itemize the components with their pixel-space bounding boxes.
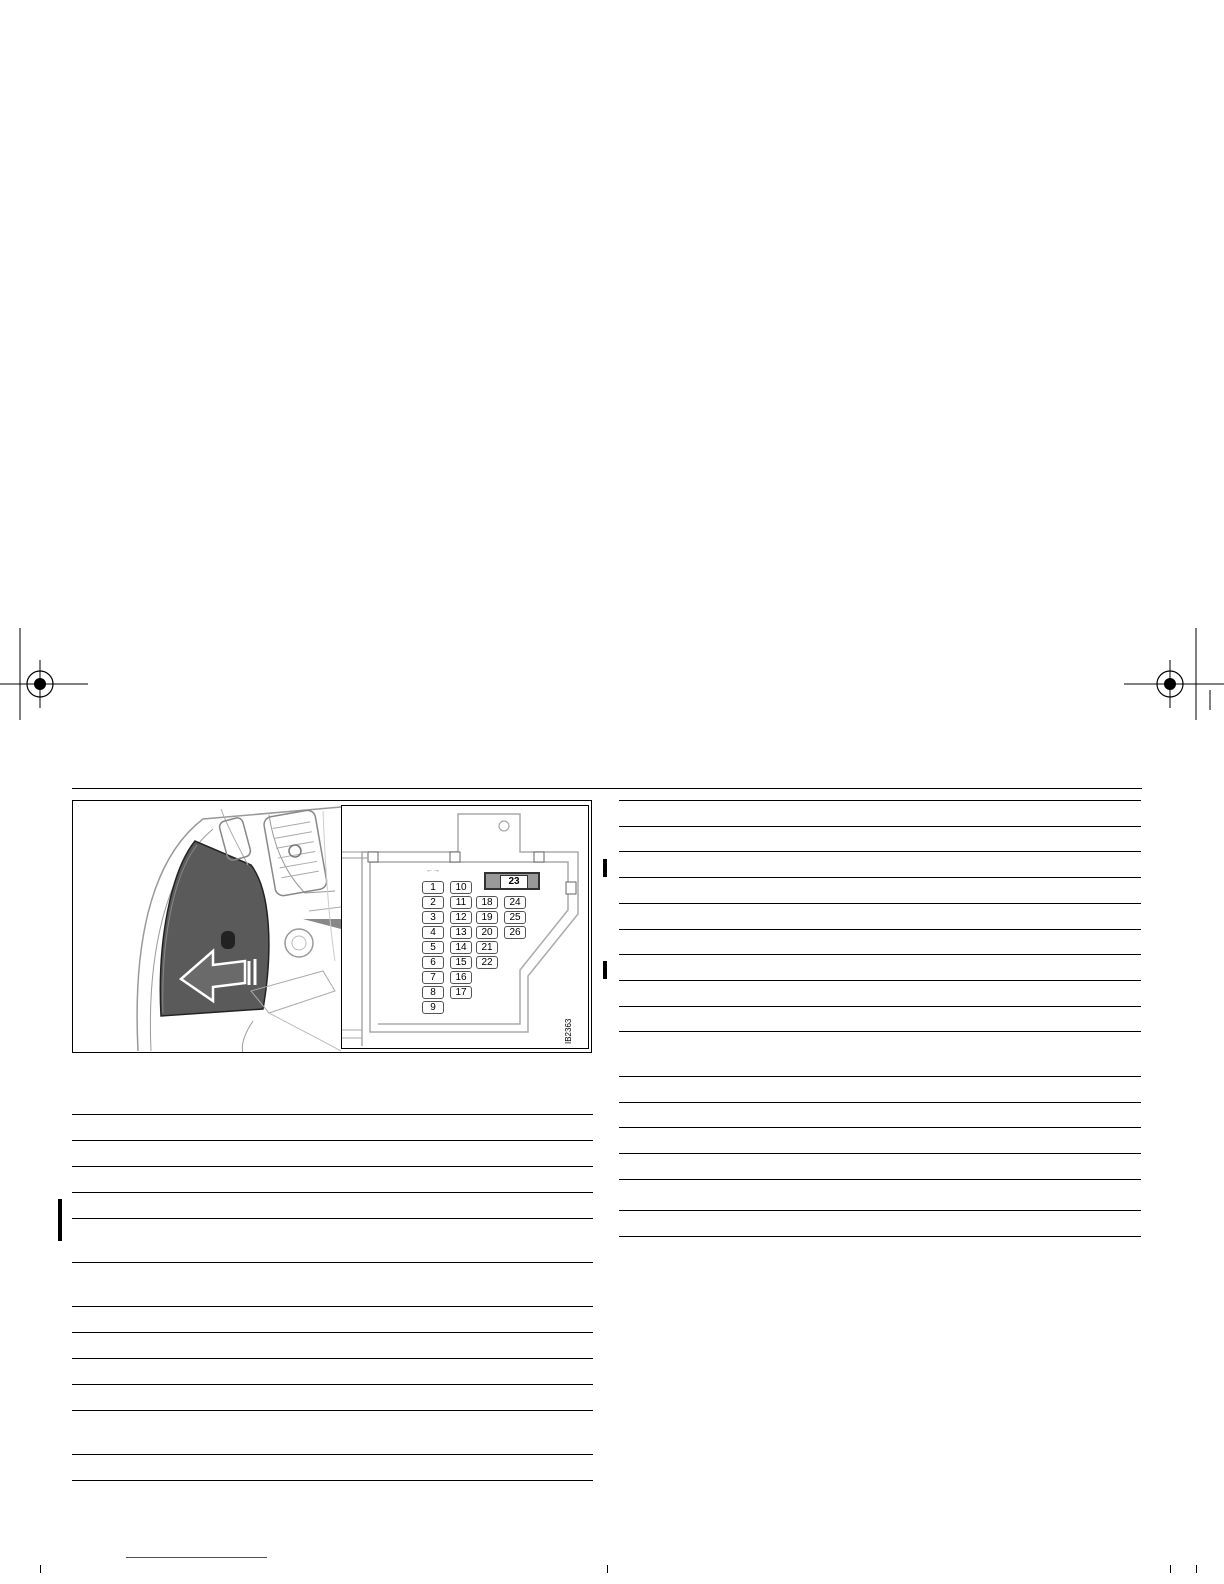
fuse-slot: 20 [476, 926, 498, 939]
table-rule [72, 1218, 593, 1219]
registration-mark-right [1124, 620, 1224, 730]
fuse-slot: 12 [450, 911, 472, 924]
table-rule [619, 1006, 1141, 1007]
table-rule [72, 1358, 593, 1359]
fuse-slot: 21 [476, 941, 498, 954]
table-rule [619, 1076, 1141, 1077]
fuse-slot: 24 [504, 896, 526, 909]
fuse-column-2 [450, 881, 472, 1001]
dashboard-illustration [73, 801, 341, 1053]
table-rule [72, 1410, 593, 1411]
change-bar [58, 1199, 62, 1241]
fuse-slot: 13 [450, 926, 472, 939]
fuse-slot: 10 [450, 881, 472, 894]
table-rule [72, 1306, 593, 1307]
fuse-slot: 3 [422, 911, 444, 924]
fuse-column-4 [504, 896, 526, 941]
fuse-slot: 2 [422, 896, 444, 909]
fuse-slot: 22 [476, 956, 498, 969]
table-rule [619, 826, 1141, 827]
crop-tick-bottom-1 [40, 1565, 41, 1573]
table-rule [619, 954, 1141, 955]
fuse-slot: 25 [504, 911, 526, 924]
crop-tick-bottom-4 [1196, 1565, 1197, 1573]
table-rule [619, 903, 1141, 904]
fuse-slot: 18 [476, 896, 498, 909]
fuse-slot-large-label: 23 [500, 875, 528, 889]
table-rule [619, 1031, 1141, 1032]
fuse-slot: 1 [422, 881, 444, 894]
table-rule [72, 1192, 593, 1193]
table-rule [619, 980, 1141, 981]
fuse-slot: 9 [422, 1001, 444, 1014]
table-rule [72, 1480, 593, 1481]
fuse-slot-large [484, 872, 540, 890]
table-rule [619, 1127, 1141, 1128]
table-rule [619, 1102, 1141, 1103]
bottom-link-underline [126, 1557, 267, 1558]
fuse-slot: 7 [422, 971, 444, 984]
fuse-slot: 11 [450, 896, 472, 909]
header-rule [72, 788, 1142, 789]
table-rule [619, 1210, 1141, 1211]
change-bar [603, 961, 607, 979]
fuse-column-3 [476, 896, 498, 971]
fuse-slot: 8 [422, 986, 444, 999]
table-rule [619, 1153, 1141, 1154]
fuse-slot: 6 [422, 956, 444, 969]
table-rule [72, 1332, 593, 1333]
table-rule [619, 800, 1141, 801]
crop-tick-bottom-2 [607, 1565, 608, 1573]
crop-tick-bottom-3 [1170, 1565, 1171, 1573]
fuse-diagram-inset [341, 805, 589, 1049]
table-rule [72, 1454, 593, 1455]
change-bar [603, 859, 607, 877]
table-rule [619, 929, 1141, 930]
table-rule [72, 1262, 593, 1263]
fuse-column-1 [422, 881, 444, 1016]
table-rule [619, 1236, 1141, 1237]
svg-text:←→: ←→ [426, 867, 440, 874]
fuse-slot: 15 [450, 956, 472, 969]
table-rule [619, 1179, 1141, 1180]
figure-ref-code: IB2363 [564, 1018, 573, 1044]
table-rule [72, 1166, 593, 1167]
table-rule [619, 877, 1141, 878]
fuse-slot: 17 [450, 986, 472, 999]
table-rule [72, 1384, 593, 1385]
fuse-slot: 26 [504, 926, 526, 939]
table-rule [72, 1140, 593, 1141]
fuse-slot: 14 [450, 941, 472, 954]
fuse-slot: 19 [476, 911, 498, 924]
fuse-slot: 4 [422, 926, 444, 939]
table-rule [619, 851, 1141, 852]
fuse-slot: 5 [422, 941, 444, 954]
registration-mark-left [0, 620, 100, 730]
table-rule [72, 1114, 593, 1115]
fuse-slot: 16 [450, 971, 472, 984]
fuse-box-figure [72, 800, 592, 1053]
